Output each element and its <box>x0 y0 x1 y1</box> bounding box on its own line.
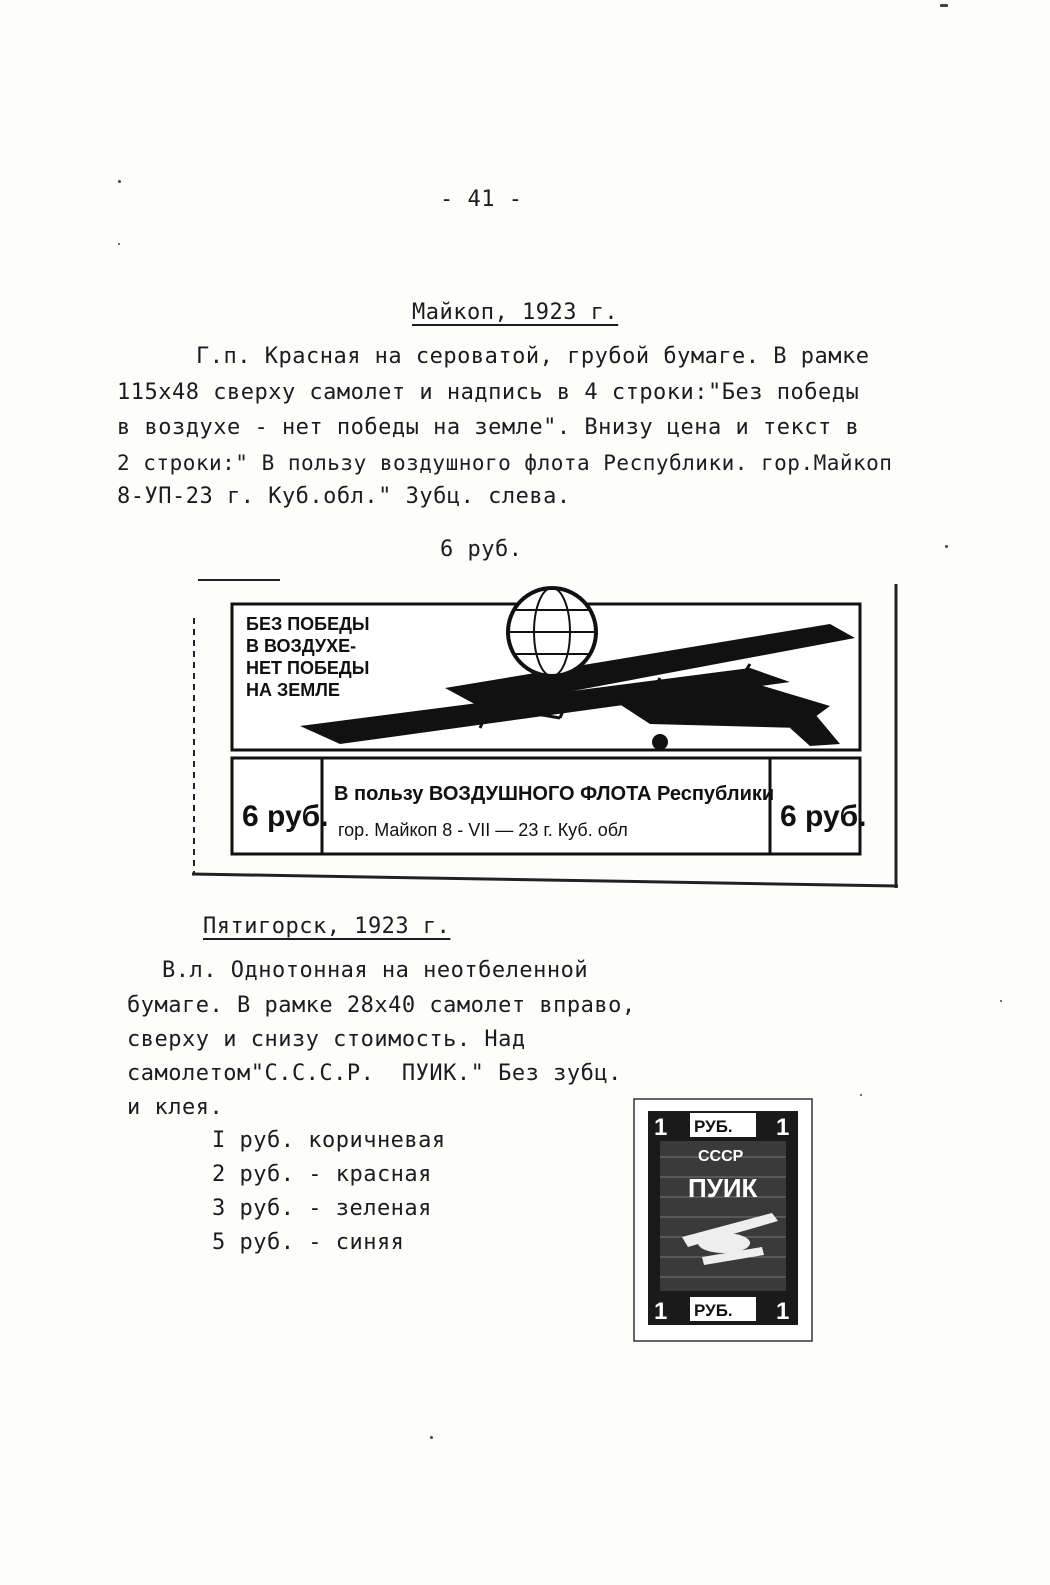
price-list-item: 2 руб. - красная <box>212 1162 432 1187</box>
section2-line: самолетом"С.С.С.Р. ПУИК." Без зубц. <box>127 1061 622 1086</box>
globe-illustration <box>508 588 596 676</box>
scan-speck <box>860 1094 862 1096</box>
price-right: 6 руб. <box>780 800 867 833</box>
stamp2-org: ПУИК <box>688 1173 758 1203</box>
section1-price: 6 руб. <box>440 537 523 562</box>
scan-speck <box>118 243 120 245</box>
slogan-line: В ВОЗДУХЕ- <box>246 636 357 656</box>
stamp2-value: 1 <box>776 1298 790 1325</box>
section1-heading: Майкоп, 1923 г. <box>412 300 619 325</box>
price-list-item: I руб. коричневая <box>212 1128 446 1153</box>
banner-line2: гор. Майкоп 8 - VII — 23 г. Куб. обл <box>338 820 628 840</box>
section2-heading: Пятигорск, 1923 г. <box>203 914 451 939</box>
section2-line: В.л. Однотонная на неотбеленной <box>162 958 589 983</box>
slogan-line: НЕТ ПОБЕДЫ <box>246 658 370 678</box>
pyatigorsk-stamp-image <box>632 1097 814 1343</box>
section1-line: 8-УП-23 г. Куб.обл." Зубц. слева. <box>117 484 571 509</box>
section2-line: бумаге. В рамке 28х40 самолет вправо, <box>127 993 636 1018</box>
section1-line: 2 строки:" В пользу воздушного флота Республики. гор.Майкоп <box>117 451 893 475</box>
section2-line: и клея. <box>127 1095 224 1120</box>
section2-line: сверху и снизу стоимость. Над <box>127 1027 526 1052</box>
stamp2-value: 1 <box>776 1114 790 1141</box>
price-list-item: 5 руб. - синяя <box>212 1230 405 1255</box>
section1-line: 115х48 сверху самолет и надпись в 4 строки:"Без победы <box>117 380 860 405</box>
stamp2-country: СССР <box>698 1148 744 1165</box>
price-left: 6 руб. <box>242 800 329 833</box>
scan-speck <box>430 1436 433 1439</box>
banner-line1: В пользу ВОЗДУШНОГО ФЛОТА Республики <box>334 783 775 805</box>
stamp2-value: 1 <box>654 1114 668 1141</box>
section1-line: Г.п. Красная на сероватой, грубой бумаге. В рамке <box>196 344 870 369</box>
price-list-item: 3 руб. - зеленая <box>212 1196 432 1221</box>
slogan-line: БЕЗ ПОБЕДЫ <box>246 614 370 634</box>
scan-speck <box>1000 1000 1002 1002</box>
stamp2-value: 1 <box>654 1298 668 1325</box>
scan-speck <box>940 4 948 7</box>
scan-speck <box>945 545 948 548</box>
stamp2-currency: РУБ. <box>694 1301 733 1320</box>
stamp2-currency: РУБ. <box>694 1117 733 1136</box>
scan-speck <box>118 180 121 183</box>
page-number: - 41 - <box>440 187 523 212</box>
slogan-line: НА ЗЕМЛЕ <box>246 680 340 700</box>
section1-line: в воздухе - нет победы на земле". Внизу цена и текст в <box>117 415 860 440</box>
maikop-stamp-image <box>190 578 902 890</box>
